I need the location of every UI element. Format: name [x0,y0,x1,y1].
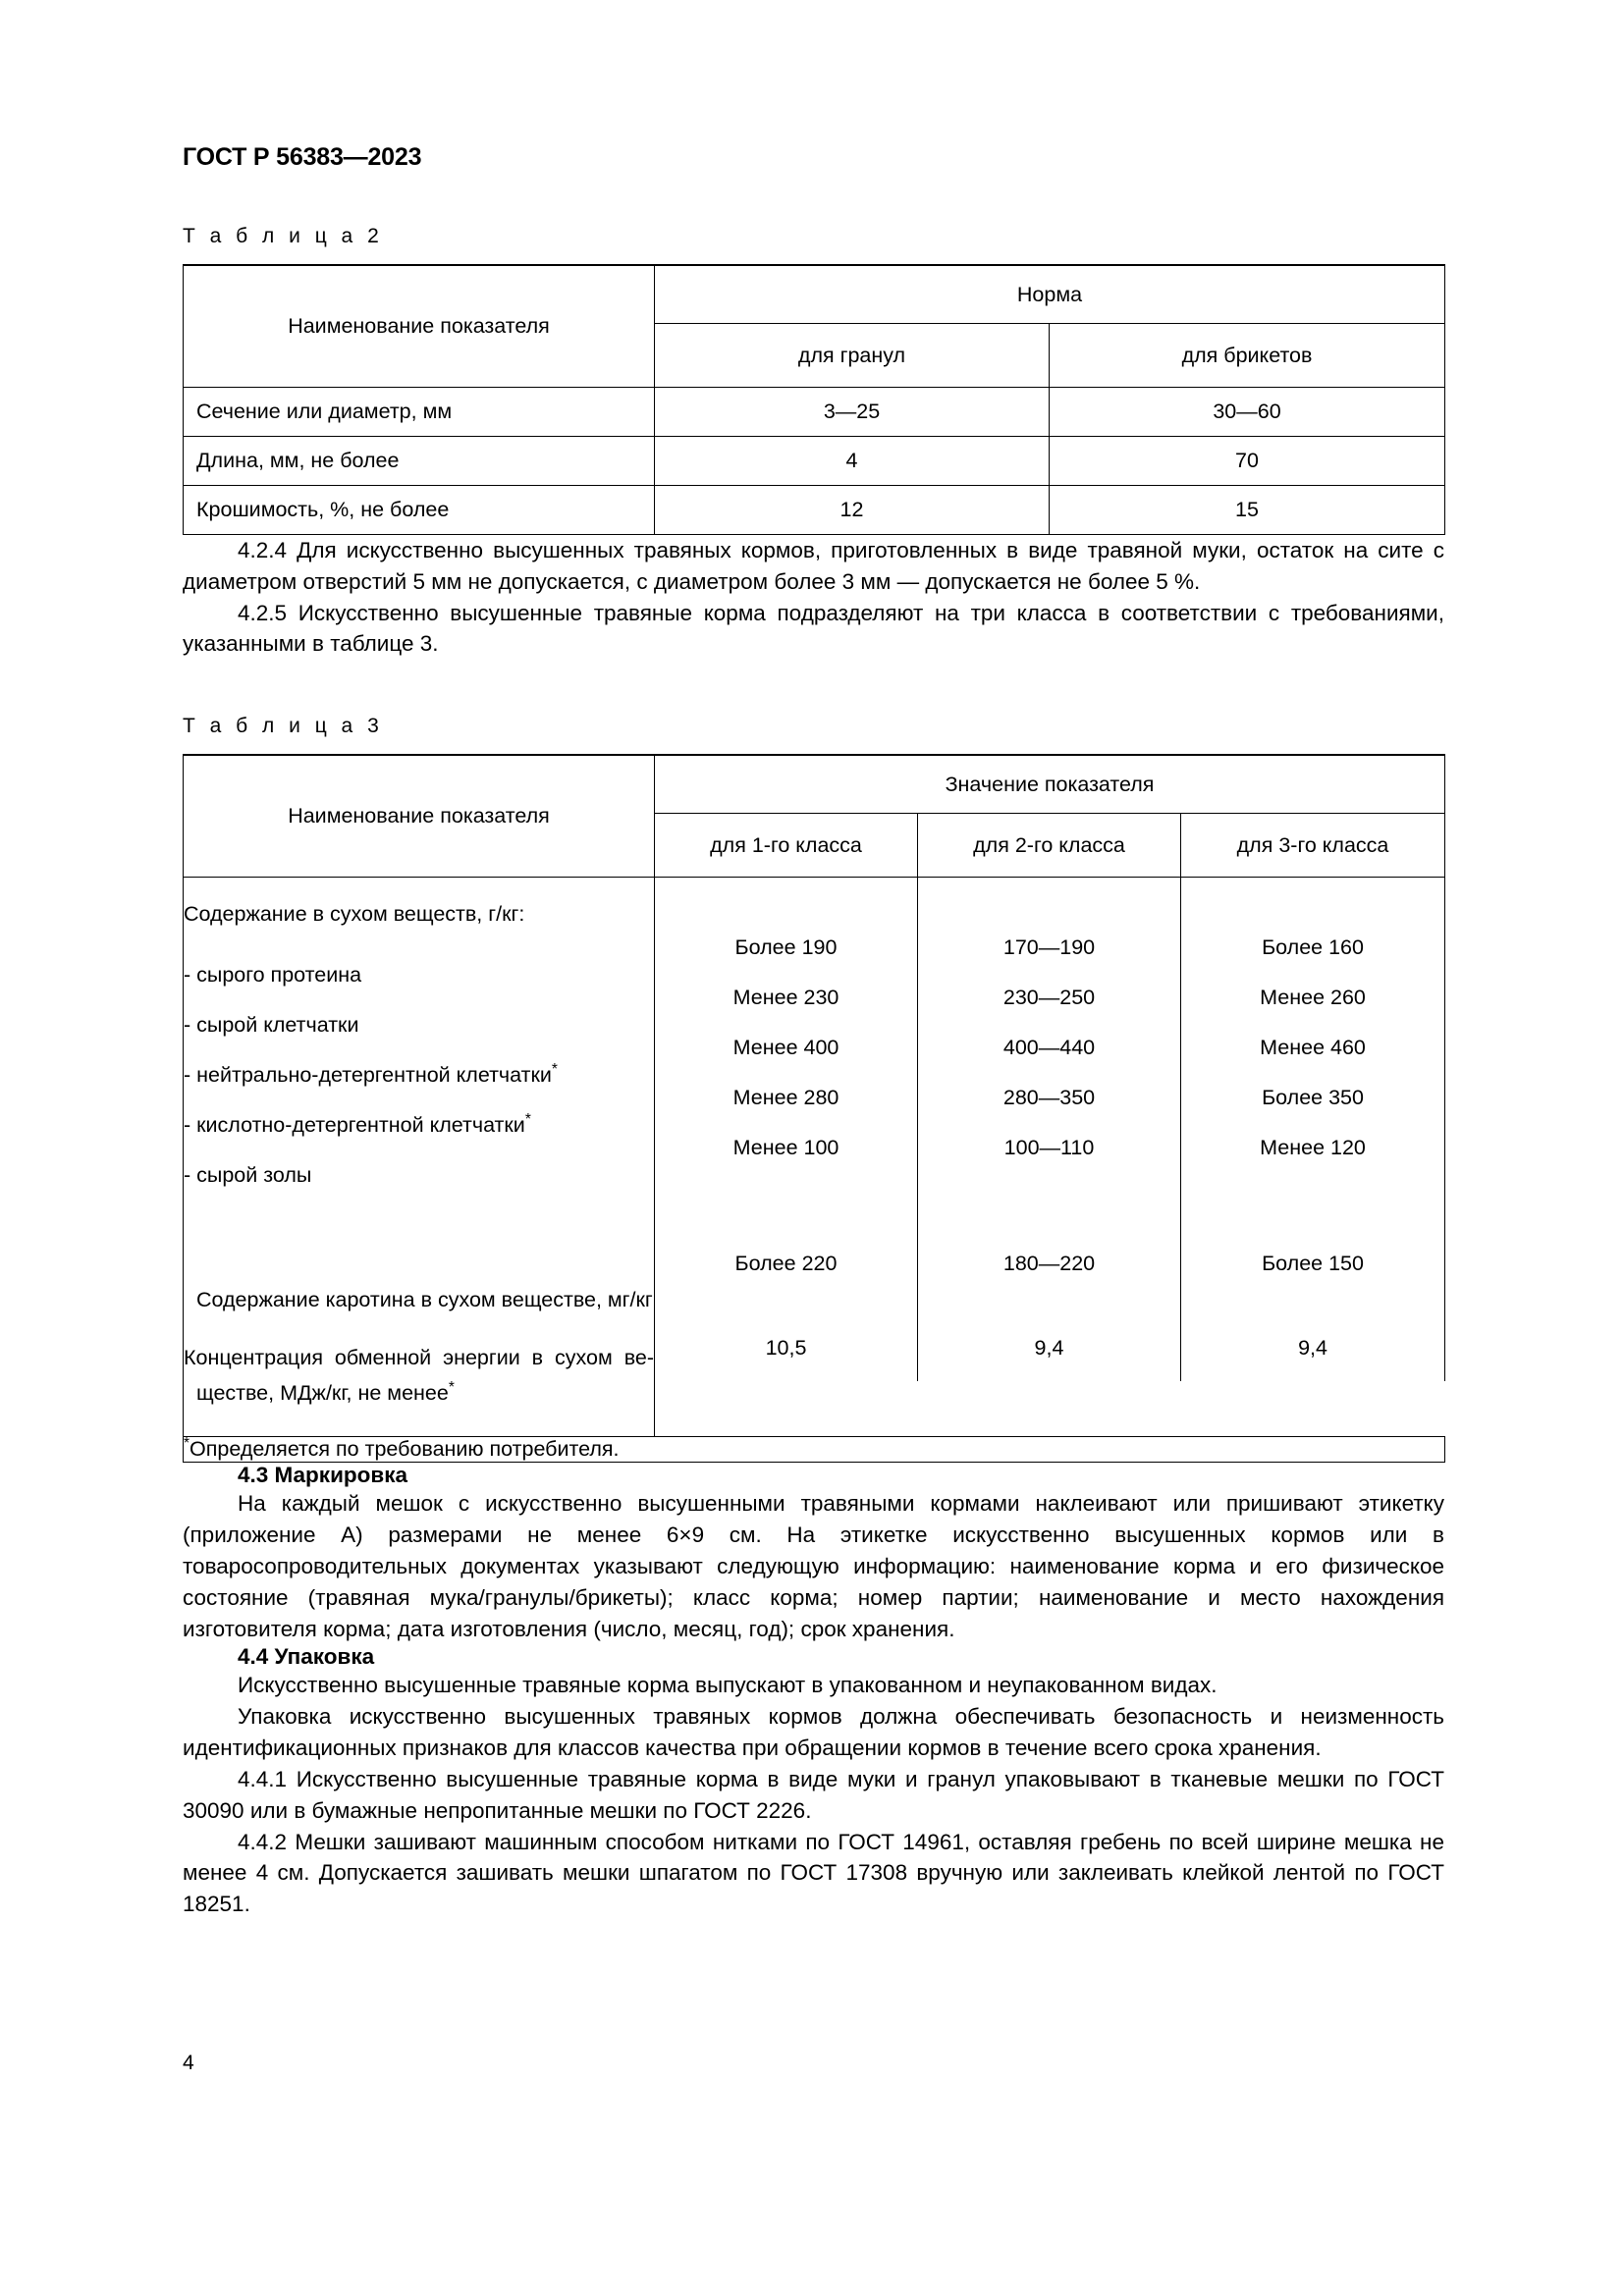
paragraph-4-4-2: 4.4.2 Мешки зашивают машинным способом нитками по ГОСТ 14961, оставляя гребень по всей ширине мешка не менее 4 см. Допускается зашивать мешки шпагатом по ГОСТ 17308 вручную или заклеивать клейкой лентой по ГОСТ 18251. [183,1829,1444,1917]
page-number: 4 [183,2052,194,2074]
table-3-header-class-3: для 3-го класса [1181,814,1445,878]
table-2-row-granules: 12 [655,486,1050,535]
table-row [184,388,1445,437]
table-3-cell: Менее 100 [732,1136,839,1160]
paragraph-4-3: На каждый мешок с искусственно высушенными травяными кормами наклеивают или пришивают этикетку (приложение А) размерами не менее 6×9 см. На этикетке искусственно высушенных кормов или в товаросопроводительных документах указывают следующую информацию: наименование корма и его физическое состояние (травяная мука/гранулы/брикеты); класс корма; номер партии; наименование и место нахождения изготовителя корма; дата изготовления (число, месяц, год); срок хранения. [183,1491,1444,1641]
table-3-row-label-text: - сырого протеина [184,963,362,988]
table-2-header-briquettes: для брикетов [1050,324,1445,388]
table-3-class-3-column [1181,878,1445,1382]
section-heading-4-3: 4.3 Маркировка [238,1463,407,1488]
paragraph-4-4-1: 4.4.1 Искусственно высушенные травяные корма в виде муки и гранул упаковывают в тканевые мешки по ГОСТ 30090 или в бумажные непропитанные мешки по ГОСТ 2226. [183,1766,1444,1823]
table-3-group-row [184,878,1445,951]
footnote-marker-icon: * [184,1435,190,1453]
table-3-carotene-class-3: Более 150 [1262,1251,1364,1275]
table-2-header-granules: для гранул [655,324,1050,388]
table-3-cell: Более 190 [734,935,838,960]
table-2-row-briquettes: 70 [1050,437,1445,486]
paragraph-4-4-intro: Искусственно высушенные травяные корма выпускают в упакованном и неупакованном видах. [238,1673,1218,1698]
table-3-energy-label-2 [184,1381,655,1437]
table-3-cell: Менее 460 [1260,1036,1366,1060]
table-2-header-group: Норма [655,265,1445,324]
table-3-group-label: Содержание в сухом веществ, г/кг: [184,878,655,951]
table-3-row-label [184,1000,655,1050]
table-3-header-class-1: для 1-го класса [655,814,918,878]
table-3-class-2-column [918,878,1181,1382]
table-3-cell: 170—190 [1002,935,1096,960]
table-row [184,437,1445,486]
table-3-footnote [184,1437,1445,1463]
table-3-cell: 100—110 [1003,1136,1095,1160]
paragraph-4-2-4: 4.2.4 Для искусственно высушенных травяных кормов, приготовленных в виде травяной муки, остаток на сите с диаметром отверстий 5 мм не допускается, с диаметром более 3 мм — допускается не более 5 %. [183,538,1444,594]
table-3-cell: Более 350 [1262,1086,1364,1110]
table-3-cell: Более 160 [1262,935,1364,960]
table-3-cell: Менее 400 [732,1036,839,1060]
table-3-row-label-text: - нейтрально-детергентной клетчатки [184,1063,552,1088]
section-heading-4-4: 4.4 Упаковка [238,1644,375,1670]
table-3-energy-label-line2: ществе, МДж/кг, не менее [196,1381,449,1406]
table-3-energy-class-3: 9,4 [1298,1336,1327,1361]
table-row [184,1381,1445,1437]
table-3-energy-label-line1: Концентрация обменной энергии в сухом ве- [184,1346,654,1370]
table-3-footnote-row [184,1437,1445,1463]
table-3-cell: Менее 230 [732,986,839,1010]
table-3-header-group: Значение показателя [655,755,1445,814]
table-3-row-label [184,1100,655,1150]
table-3-row-label [184,1050,655,1100]
paragraph-4-2-5: 4.2.5 Искусственно высушенные травяные корма подразделяют на три класса в соответствии с требованиями, указанными в таблице 3. [183,600,1444,657]
table-3-cell: Менее 280 [732,1086,839,1110]
table-2-header-name: Наименование показателя [184,265,655,388]
table-3-footnote-text: Определяется по требованию потребителя. [189,1437,620,1462]
paragraph-4-4-packaging: Упаковка искусственно высушенных травяных кормов должна обеспечивать безопасность и неизменность идентификационных признаков для классов качества при обращении кормов в течение всего срока хранения. [183,1704,1444,1761]
table-2-row-granules: 4 [655,437,1050,486]
table-3-cell: Менее 120 [1260,1136,1366,1160]
table-2-row-granules: 3—25 [655,388,1050,437]
table-3-cell: Менее 260 [1260,986,1366,1010]
table-3-energy-label [184,1334,655,1381]
table-3-class-1-column [655,878,918,1382]
table-3-header-name: Наименование показателя [184,755,655,878]
table-3-row-label [184,950,655,1000]
footnote-marker-icon: * [524,1111,531,1129]
table-3-row-label-text: - сырой клетчатки [184,1013,359,1038]
document-header: ГОСТ Р 56383—2023 [183,143,422,171]
table-3-cell: 230—250 [1002,986,1096,1010]
table-2-row-name: Длина, мм, не более [184,437,655,486]
table-3-cell: 400—440 [1002,1036,1096,1060]
table-3-carotene-class-2: 180—220 [1002,1251,1096,1275]
footnote-marker-icon: * [551,1061,558,1079]
table-3-energy-class-1: 10,5 [765,1336,807,1361]
table-3-row-label-text: - сырой золы [184,1163,312,1188]
table-2-row-name: Крошимость, %, не более [184,486,655,535]
table-3-row-label [184,1150,655,1201]
table-row [184,486,1445,535]
table-3-carotene-class-1: Более 220 [734,1251,838,1275]
table-3-spacer-cell [184,1201,655,1265]
table-3-row-label-text: - кислотно-детергентной клетчатки [184,1113,525,1138]
table-3-header-class-2: для 2-го класса [918,814,1181,878]
table-2-row-name: Сечение или диаметр, мм [184,388,655,437]
table-2-row-briquettes: 15 [1050,486,1445,535]
table-2-row-briquettes: 30—60 [1050,388,1445,437]
table-3-caption: Т а б л и ц а 3 [183,715,384,738]
table-2-caption: Т а б л и ц а 2 [183,225,384,247]
footnote-marker-icon: * [448,1379,455,1397]
page-content [183,0,1444,1920]
table-3 [183,754,1445,1463]
table-3-carotene-label: Содержание каротина в сухом веществе, мг/кг [184,1265,655,1334]
table-3-cell: 280—350 [1002,1086,1096,1110]
table-2 [183,264,1445,535]
table-3-energy-class-2: 9,4 [1034,1336,1064,1361]
